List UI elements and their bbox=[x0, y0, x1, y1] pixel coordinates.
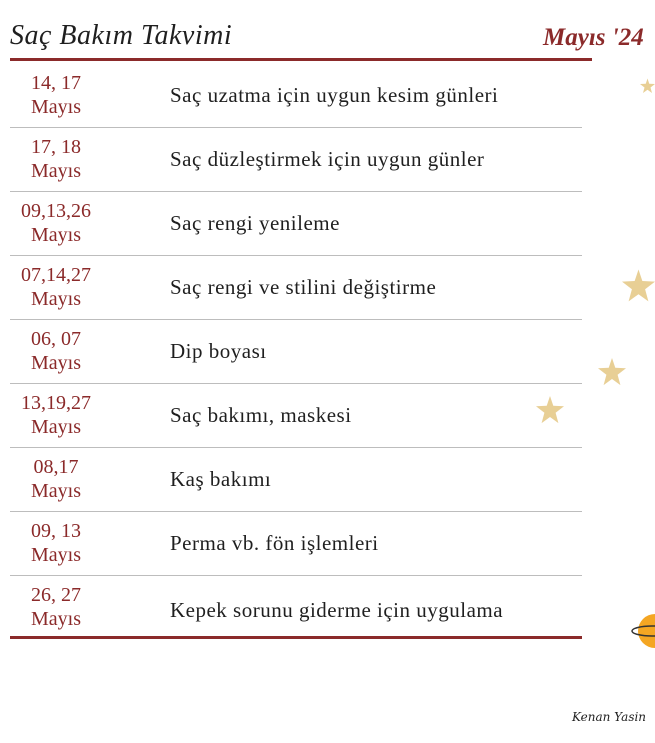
page-title: Saç Bakım Takvimi bbox=[10, 20, 233, 51]
table-row bbox=[10, 256, 582, 320]
row-date: 09,13,26 Mayıs bbox=[21, 200, 91, 246]
row-date: 26, 27 Mayıs bbox=[31, 584, 81, 630]
top-divider bbox=[10, 58, 592, 61]
table-row bbox=[10, 448, 582, 512]
star-icon bbox=[536, 396, 564, 424]
row-description: Saç uzatma için uygun kesim günleri bbox=[170, 83, 499, 107]
bottom-divider bbox=[10, 636, 582, 639]
author-signature: Kenan Yasin bbox=[572, 710, 647, 724]
row-date: 14, 17 Mayıs bbox=[31, 72, 81, 118]
calendar-table bbox=[10, 64, 582, 644]
table-row bbox=[10, 576, 582, 644]
row-date: 08,17 Mayıs bbox=[31, 456, 81, 502]
row-description: Saç rengi yenileme bbox=[170, 211, 340, 235]
table-row bbox=[10, 192, 582, 256]
row-description: Dip boyası bbox=[170, 339, 267, 363]
table-row bbox=[10, 128, 582, 192]
row-description: Perma vb. fön işlemleri bbox=[170, 531, 379, 555]
row-description: Kaş bakımı bbox=[170, 467, 272, 491]
table-row bbox=[10, 512, 582, 576]
planet-icon bbox=[628, 608, 655, 654]
row-date: 13,19,27 Mayıs bbox=[21, 392, 91, 438]
row-description: Saç düzleştirmek için uygun günler bbox=[170, 147, 485, 171]
row-date: 06, 07 Mayıs bbox=[31, 328, 81, 374]
row-description: Kepek sorunu giderme için uygulama bbox=[170, 597, 504, 622]
row-date: 09, 13 Mayıs bbox=[31, 520, 81, 566]
month-label: Mayıs '24 bbox=[543, 24, 644, 51]
table-row bbox=[10, 384, 582, 448]
star-icon bbox=[622, 258, 655, 314]
row-date: 17, 18 Mayıs bbox=[31, 136, 81, 182]
row-description: Saç rengi ve stilini değiştirme bbox=[170, 275, 437, 299]
table-row bbox=[10, 320, 582, 384]
row-description: Saç bakımı, maskesi bbox=[170, 403, 352, 427]
table-row bbox=[10, 64, 582, 128]
star-icon bbox=[640, 72, 655, 100]
row-date: 07,14,27 Mayıs bbox=[21, 264, 91, 310]
star-icon bbox=[598, 358, 626, 386]
